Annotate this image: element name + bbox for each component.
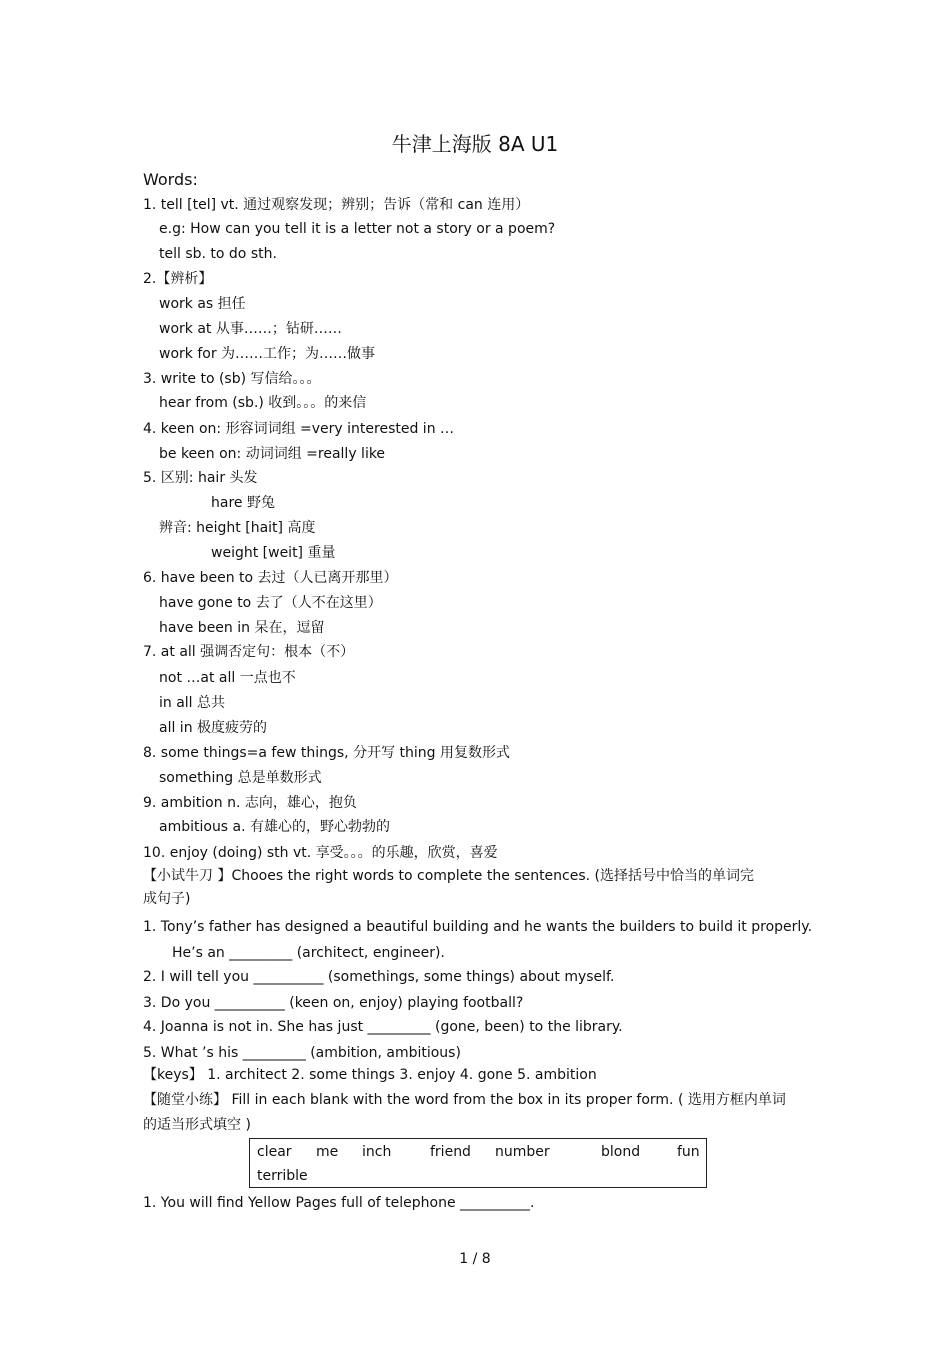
text-line: 5. 区别: hair 头发 [143, 470, 258, 486]
text-line: 5. What ’s his _________ (ambition, ambitious) [143, 1045, 461, 1061]
section-heading: Words: [143, 170, 198, 189]
text-line: work as 担任 [159, 296, 246, 312]
text-line: work at 从事……；钻研…… [159, 321, 342, 337]
text-line: 7. at all 强调否定句：根本（不） [143, 644, 355, 660]
text-line: 2. I will tell you __________ (somethings, some things) about myself. [143, 969, 615, 985]
box-word: inch [362, 1144, 392, 1160]
text-line: 9. ambition n. 志向，雄心，抱负 [143, 795, 357, 811]
text-line: 【随堂小练】 Fill in each blank with the word from the box in its proper form. ( 选用方框内单词 [143, 1092, 786, 1108]
text-line: He’s an _________ (architect, engineer). [172, 945, 445, 961]
text-line: 【keys】 1. architect 2. some things 3. enjoy 4. gone 5. ambition [143, 1067, 597, 1083]
text-line: 【小试牛刀 】Chooes the right words to complete the sentences. (选择括号中恰当的单词完 [143, 868, 755, 884]
box-word: friend [430, 1144, 471, 1160]
box-word: blond [601, 1144, 641, 1160]
text-line: have been in 呆在，逗留 [159, 620, 325, 636]
text-line: have gone to 去了（人不在这里） [159, 595, 382, 611]
text-line: all in 极度疲劳的 [159, 720, 268, 736]
text-line: 1. tell [tel] vt. 通过观察发现；辨别；告诉（常和 can 连用） [143, 197, 530, 213]
page-number: 1 / 8 [459, 1251, 491, 1267]
text-line: 的适当形式填空 ) [143, 1117, 251, 1133]
text-line: 10. enjoy (doing) sth vt. 享受。。。的乐趣，欣赏，喜爱 [143, 845, 498, 861]
text-line: 3. Do you __________ (keen on, enjoy) playing football? [143, 995, 524, 1011]
box-word: fun [677, 1144, 700, 1160]
text-line: work for 为……工作；为……做事 [159, 346, 376, 362]
text-line: 1. Tony’s father has designed a beautiful building and he wants the builders to build it properly. [143, 919, 813, 935]
text-line: weight [weit] 重量 [211, 545, 336, 561]
text-line: 成句子) [143, 891, 191, 907]
text-line: 1. You will find Yellow Pages full of telephone __________. [143, 1195, 535, 1211]
text-line: 4. Joanna is not in. She has just _________ (gone, been) to the library. [143, 1019, 623, 1035]
text-line: e.g: How can you tell it is a letter not a story or a poem? [159, 221, 556, 237]
text-line: 4. keen on: 形容词词组 =very interested in … [143, 421, 455, 437]
text-line: 3. write to (sb) 写信给。。。 [143, 371, 321, 387]
text-line: hear from (sb.) 收到。。。的来信 [159, 395, 367, 411]
document-title: 牛津上海版 8A U1 [391, 132, 559, 156]
box-word: number [495, 1144, 550, 1160]
text-line: not …at all 一点也不 [159, 670, 296, 686]
text-line: 辨音: height [hait] 高度 [159, 520, 316, 536]
box-word: terrible [257, 1168, 308, 1184]
text-line: ambitious a. 有雄心的，野心勃勃的 [159, 819, 391, 835]
box-word: me [316, 1144, 339, 1160]
box-word: clear [257, 1144, 292, 1160]
text-line: something 总是单数形式 [159, 770, 322, 786]
text-line: tell sb. to do sth. [159, 246, 277, 262]
text-line: 2.【辨析】 [143, 271, 213, 287]
text-line: in all 总共 [159, 695, 226, 711]
text-line: be keen on: 动词词组 =really like [159, 446, 386, 462]
text-line: 8. some things=a few things, 分开写 thing 用复数形式 [143, 745, 510, 761]
text-line: 6. have been to 去过（人已离开那里） [143, 570, 398, 586]
text-line: hare 野兔 [211, 495, 275, 511]
